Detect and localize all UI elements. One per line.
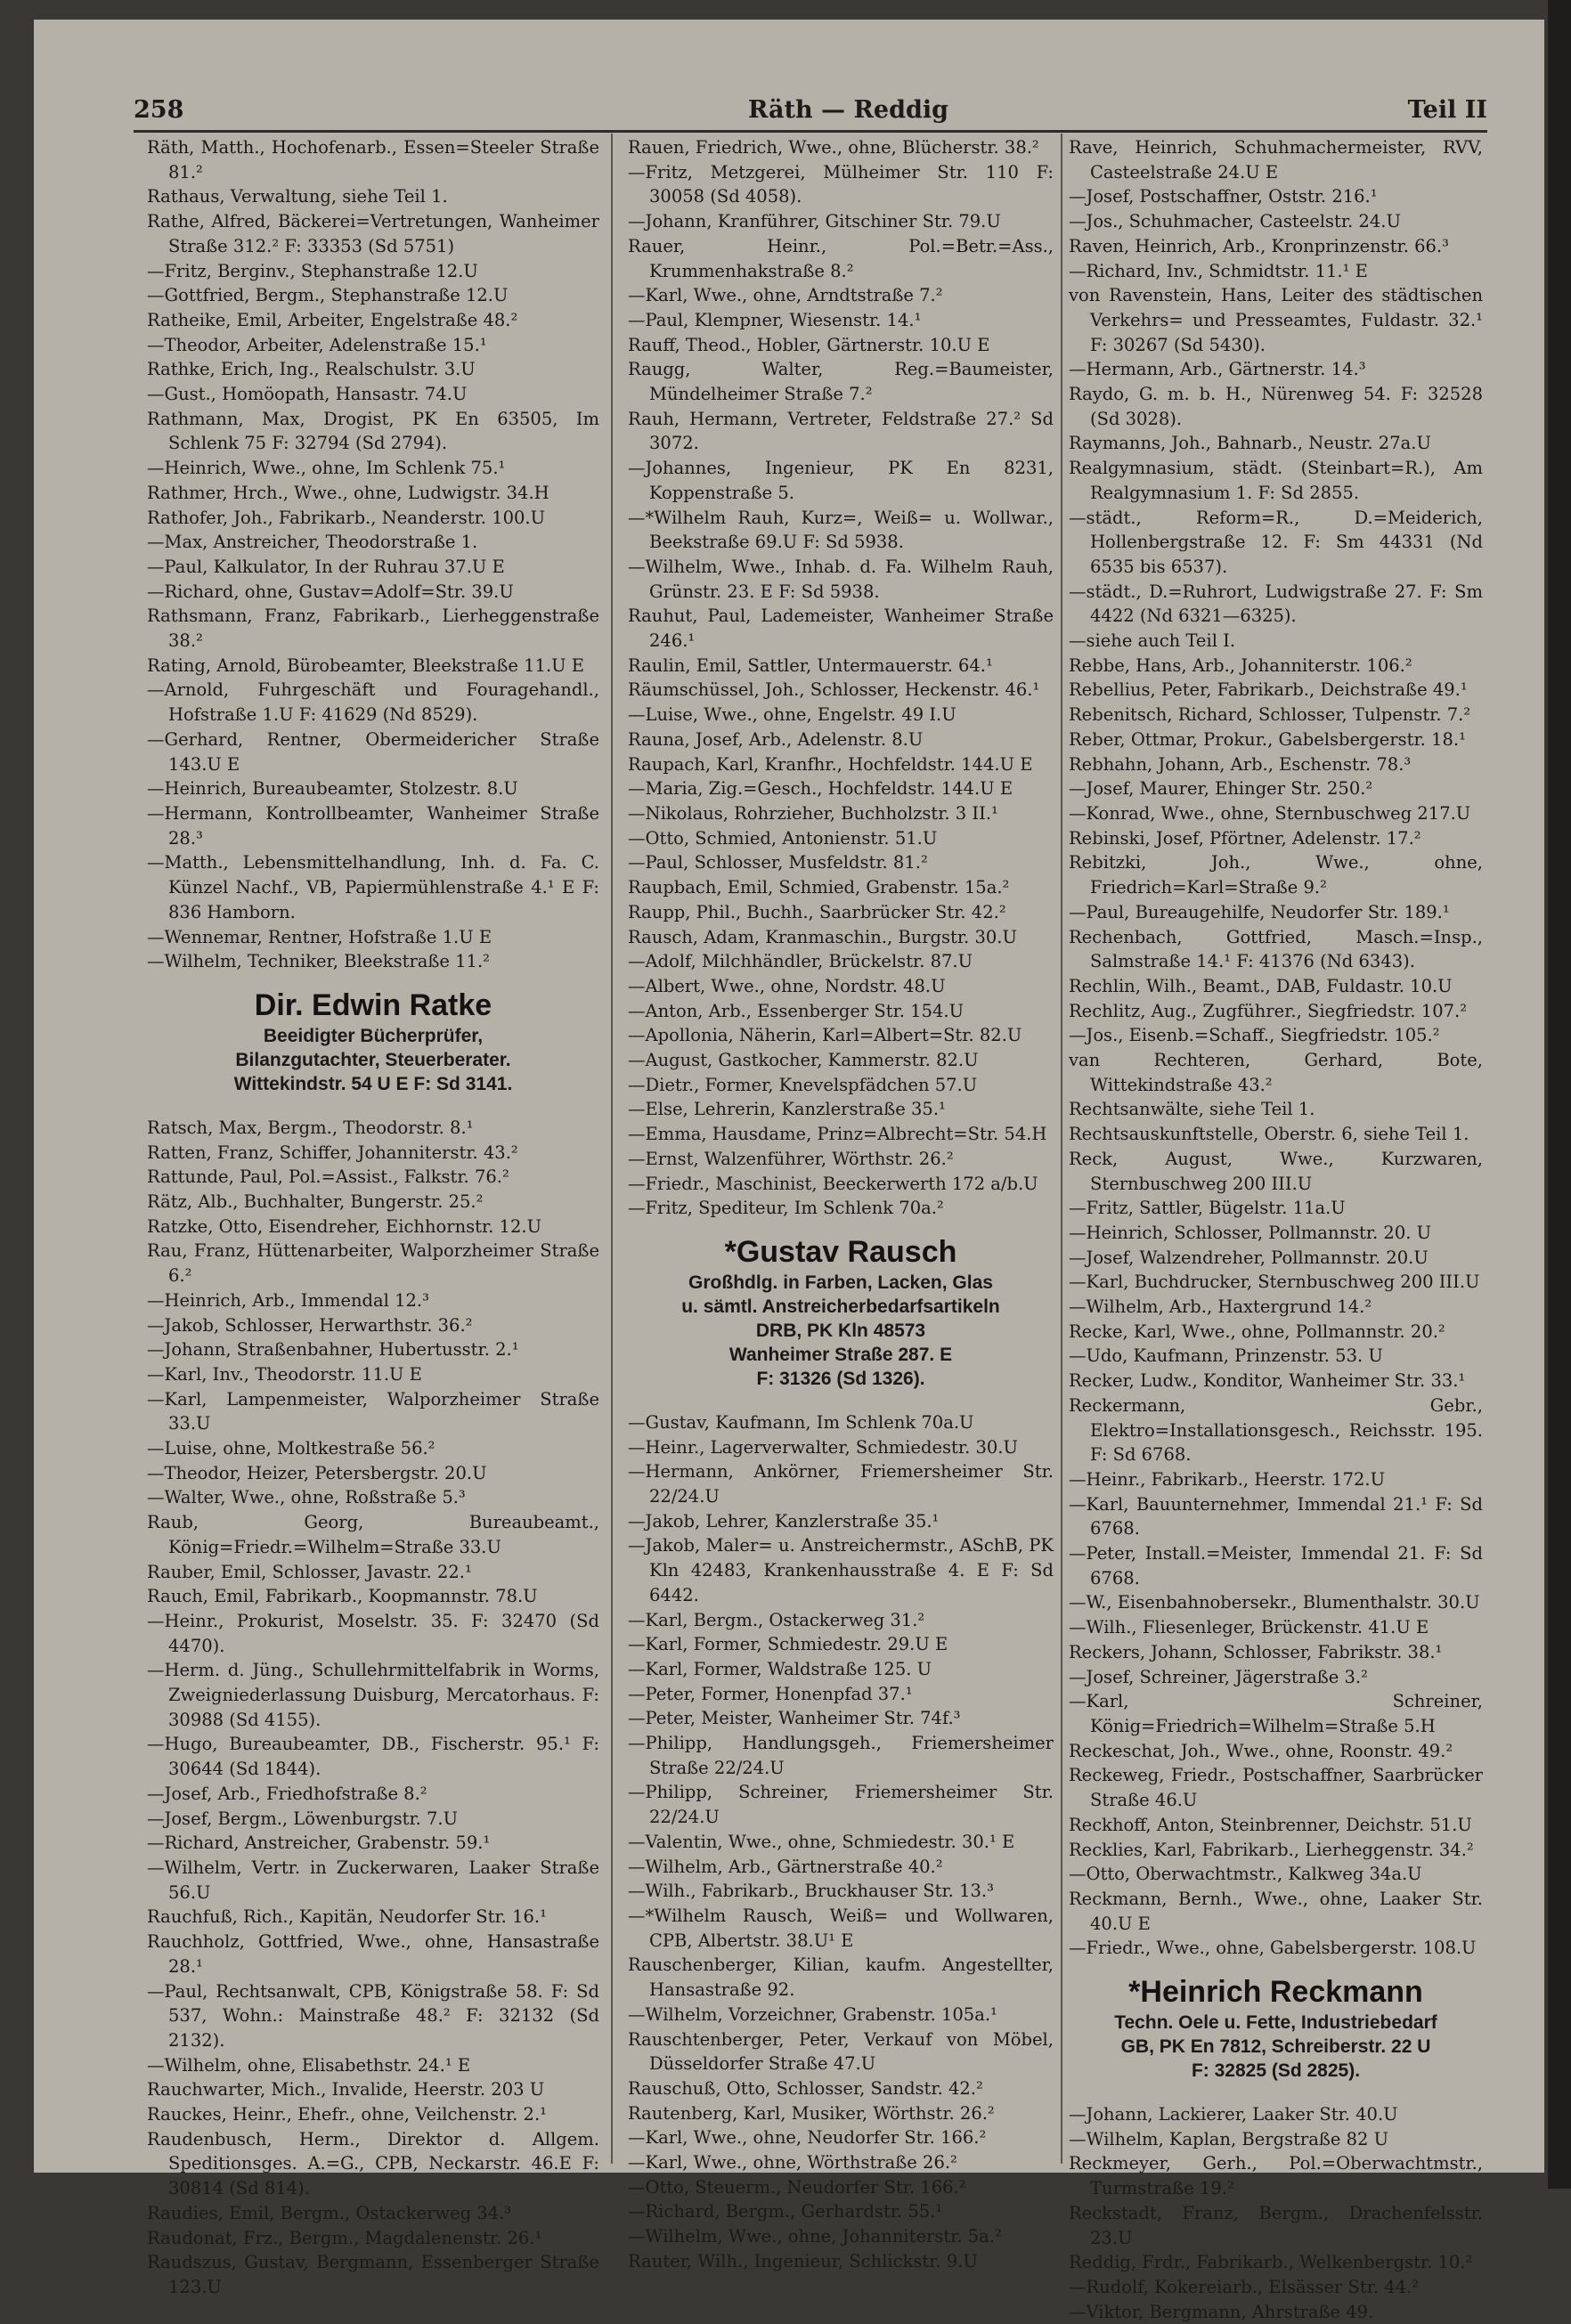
directory-entry: —Otto, Schmied, Antonienstr. 51.U bbox=[628, 827, 938, 849]
advertisement-line: Wanheimer Straße 287. E bbox=[729, 1344, 953, 1365]
directory-entry: —Wilhelm, Wwe., ohne, Johanniterstr. 5a.² bbox=[628, 2226, 1002, 2247]
directory-entry: —Philipp, Schreiner, Friemersheimer Str. 22/24.U bbox=[628, 1782, 1054, 1828]
directory-entry: Raugg, Walter, Reg.=Baumeister, Mündelheimer Straße 7.² bbox=[628, 359, 1054, 405]
directory-entry: —Josef, Walzendreher, Pollmannstr. 20.U bbox=[1069, 1247, 1429, 1268]
directory-entry: Rausch, Adam, Kranmaschin., Burgstr. 30.U bbox=[628, 926, 1017, 947]
directory-entry: Reckstadt, Franz, Bergm., Drachenfelsstr. 23.U bbox=[1069, 2202, 1483, 2248]
advertisement-line: DRB, PK Kln 48573 bbox=[755, 1320, 926, 1341]
directory-entry: —Wilhelm, Techniker, Bleekstraße 11.² bbox=[147, 951, 490, 972]
directory-entry: Reddig, Frdr., Fabrikarb., Welkenbergstr. 10.² bbox=[1069, 2252, 1473, 2273]
advertisement-line: F: 31326 (Sd 1326). bbox=[756, 1368, 925, 1389]
directory-entry: —W., Eisenbahnobersekr., Blumenthalstr. 30.U bbox=[1069, 1592, 1480, 1613]
directory-entry: Reckeschat, Joh., Wwe., ohne, Roonstr. 49.² bbox=[1069, 1740, 1453, 1761]
directory-entry: Raymanns, Joh., Bahnarb., Neustr. 27a.U bbox=[1069, 433, 1431, 454]
advertisement-name: Dir. Edwin Ratke bbox=[254, 987, 492, 1022]
directory-entry: Raub, Georg, Bureaubeamt., König=Friedr.=Wilhelm=Straße 33.U bbox=[147, 1512, 599, 1557]
directory-entry: —Heinrich, Wwe., ohne, Im Schlenk 75.¹ bbox=[147, 458, 506, 479]
directory-entry: —Heinr., Lagerverwalter, Schmiedestr. 30.U bbox=[628, 1436, 1018, 1458]
directory-entry: —Karl, Lampenmeister, Walporzheimer Straße 33.U bbox=[147, 1388, 599, 1434]
directory-entry: —städt., Reform=R., D.=Meiderich, Hollenbergstraße 12. F: Sm 44331 (Nd 6535 bis 6537). bbox=[1069, 507, 1483, 577]
directory-entry: —Viktor, Bergmann, Ahrstraße 49. bbox=[1069, 2301, 1374, 2322]
directory-entry: —Karl, Buchdrucker, Sternbuschweg 200 III.U bbox=[1069, 1272, 1480, 1293]
directory-entry: —Jakob, Schlosser, Herwarthstr. 36.² bbox=[147, 1314, 473, 1336]
directory-entry: Rebinski, Josef, Pförtner, Adelenstr. 17.² bbox=[1069, 827, 1421, 849]
directory-entry: —Otto, Oberwachtmstr., Kalkweg 34a.U bbox=[1069, 1864, 1422, 1885]
directory-column-3 bbox=[1069, 135, 1483, 2322]
directory-entry: —Hermann, Ankörner, Friemersheimer Str. 22/24.U bbox=[628, 1461, 1054, 1507]
directory-entry: Rauchfuß, Rich., Kapitän, Neudorfer Str. 16.¹ bbox=[147, 1906, 547, 1928]
directory-entry: —Wilhelm, Wwe., Inhab. d. Fa. Wilhelm Rauh, Grünstr. 23. E F: Sd 5938. bbox=[628, 556, 1054, 602]
directory-entry: —Luise, ohne, Moltkestraße 56.² bbox=[147, 1438, 435, 1459]
directory-entry: —Jos., Schuhmacher, Casteelstr. 24.U bbox=[1069, 211, 1401, 232]
directory-entry: —Hugo, Bureaubeamter, DB., Fischerstr. 95.¹ F: 30644 (Sd 1844). bbox=[147, 1734, 599, 1780]
directory-entry: von Ravenstein, Hans, Leiter des städtischen Verkehrs= und Presseamtes, Fuldastr. 32.¹ F: 30267 (Sd 5430). bbox=[1069, 285, 1483, 355]
directory-entry: —Friedr., Maschinist, Beeckerwerth 172 a/b.U bbox=[628, 1173, 1038, 1194]
directory-entry: —Gottfried, Bergm., Stephanstraße 12.U bbox=[147, 285, 509, 306]
directory-entry: —Nikolaus, Rohrzieher, Buchholzstr. 3 II.¹ bbox=[628, 802, 998, 824]
directory-entry: —Heinrich, Schlosser, Pollmannstr. 20. U bbox=[1069, 1222, 1432, 1243]
directory-entry: —Theodor, Heizer, Petersbergstr. 20.U bbox=[147, 1462, 487, 1483]
directory-entry: —Peter, Install.=Meister, Immendal 21. F: Sd 6768. bbox=[1069, 1543, 1483, 1589]
directory-entry: —Karl, Former, Schmiedestr. 29.U E bbox=[628, 1634, 948, 1655]
directory-entry: —Wilh., Fabrikarb., Bruckhauser Str. 13.³ bbox=[628, 1881, 994, 1902]
directory-entry: —Valentin, Wwe., ohne, Schmiedestr. 30.¹ E bbox=[628, 1831, 1015, 1852]
directory-entry: —Josef, Schreiner, Jägerstraße 3.² bbox=[1069, 1666, 1368, 1687]
directory-entry: —Gerhard, Rentner, Obermeidericher Straße 143.U E bbox=[147, 728, 599, 775]
directory-entry: —siehe auch Teil I. bbox=[1069, 630, 1236, 652]
directory-entry: Rauchwarter, Mich., Invalide, Heerstr. 203 U bbox=[147, 2079, 545, 2101]
directory-entry: Rechlitz, Aug., Zugführer., Siegfriedstr. 107.² bbox=[1069, 1000, 1468, 1021]
directory-entry: Rechtsanwälte, siehe Teil 1. bbox=[1069, 1099, 1315, 1120]
directory-entry: Rauckes, Heinr., Ehefr., ohne, Veilchenstr. 2.¹ bbox=[147, 2104, 547, 2125]
directory-entry: —Richard, Inv., Schmidtstr. 11.¹ E bbox=[1069, 260, 1368, 281]
directory-entry: Rebitzki, Joh., Wwe., ohne, Friedrich=Karl=Straße 9.² bbox=[1069, 852, 1483, 898]
directory-entry: —Albert, Wwe., ohne, Nordstr. 48.U bbox=[628, 975, 946, 996]
directory-entry: —Gustav, Kaufmann, Im Schlenk 70a.U bbox=[628, 1411, 974, 1433]
directory-entry: Rebhahn, Johann, Arb., Eschenstr. 78.³ bbox=[1069, 753, 1412, 775]
directory-entry: Rathsmann, Franz, Fabrikarb., Lierheggenstraße 38.² bbox=[147, 605, 599, 652]
directory-entry: Rathe, Alfred, Bäckerei=Vertretungen, Wanheimer Straße 312.² F: 33353 (Sd 5751) bbox=[147, 211, 599, 256]
directory-entry: —Karl, Wwe., ohne, Wörthstraße 26.² bbox=[628, 2152, 957, 2174]
directory-entry: —Karl, Former, Waldstraße 125. U bbox=[628, 1658, 932, 1679]
page-header bbox=[134, 96, 1487, 128]
directory-entry: Rauch, Emil, Fabrikarb., Koopmannstr. 78.U bbox=[147, 1586, 538, 1607]
directory-entry: —Karl, Bauunternehmer, Immendal 21.¹ F: Sd 6768. bbox=[1069, 1493, 1483, 1540]
directory-entry: —Johann, Lackierer, Laaker Str. 40.U bbox=[1069, 2104, 1398, 2125]
directory-entry: Recker, Ludw., Konditor, Wanheimer Str. 33.¹ bbox=[1069, 1370, 1466, 1392]
directory-entry: —Wilhelm, Arb., Gärtnerstraße 40.² bbox=[628, 1856, 943, 1877]
directory-entry: Rechtsauskunftstelle, Oberstr. 6, siehe Teil 1. bbox=[1069, 1124, 1469, 1145]
directory-entry: Rauchholz, Gottfried, Wwe., ohne, Hansastraße 28.¹ bbox=[147, 1931, 599, 1977]
directory-entry: Rauhut, Paul, Lademeister, Wanheimer Straße 246.¹ bbox=[628, 605, 1054, 652]
directory-entry: —Josef, Postschaffner, Oststr. 216.¹ bbox=[1069, 186, 1378, 207]
directory-entry: —Emma, Hausdame, Prinz=Albrecht=Str. 54.H bbox=[628, 1124, 1047, 1145]
page-title: Räth — Reddig bbox=[748, 96, 948, 124]
directory-entry: Rebellius, Peter, Fabrikarb., Deichstraße 49.¹ bbox=[1069, 679, 1468, 701]
advertisement-line: Wittekindstr. 54 U E F: Sd 3141. bbox=[233, 1073, 513, 1094]
column-divider bbox=[1061, 134, 1062, 2164]
directory-column-2 bbox=[628, 135, 1054, 2271]
directory-entry: —Jakob, Lehrer, Kanzlerstraße 35.¹ bbox=[628, 1510, 940, 1532]
directory-entry: —Theodor, Arbeiter, Adelenstraße 15.¹ bbox=[147, 334, 487, 355]
advertisement-name: *Heinrich Reckmann bbox=[1128, 1975, 1423, 2010]
directory-entry: —Richard, Bergm., Gerhardstr. 55.¹ bbox=[628, 2201, 943, 2222]
directory-entry: Rathaus, Verwaltung, siehe Teil 1. bbox=[147, 186, 448, 207]
directory-entry: Rauh, Hermann, Vertreter, Feldstraße 27.² Sd 3072. bbox=[628, 408, 1054, 454]
directory-entry: —Wilhelm, Arb., Haxtergrund 14.² bbox=[1069, 1296, 1372, 1318]
advertisement-block bbox=[628, 1233, 1054, 1391]
directory-entry: Raupach, Karl, Kranfhr., Hochfeldstr. 144.U E bbox=[628, 753, 1033, 775]
directory-entry: Rauber, Emil, Schlosser, Javastr. 22.¹ bbox=[147, 1561, 472, 1582]
advertisement-line: u. sämtl. Anstreicherbedarfsartikeln bbox=[681, 1296, 1000, 1317]
directory-entry: —Karl, Wwe., ohne, Neudorfer Str. 166.² bbox=[628, 2127, 987, 2149]
directory-entry: Räumschüssel, Joh., Schlosser, Heckenstr. 46.¹ bbox=[628, 679, 1040, 701]
directory-entry: Rattunde, Paul, Pol.=Assist., Falkstr. 76.² bbox=[147, 1166, 509, 1188]
directory-entry: —Karl, Inv., Theodorstr. 11.U E bbox=[147, 1363, 422, 1385]
directory-entry: —Anton, Arb., Essenberger Str. 154.U bbox=[628, 1000, 965, 1021]
directory-entry: Raudenbusch, Herm., Direktor d. Allgem. Speditionsges. A.=G., CPB, Neckarstr. 46.E F: 30814 (Sd 814). bbox=[147, 2128, 599, 2199]
directory-entry: Recklies, Karl, Fabrikarb., Lierheggenstr. 34.² bbox=[1069, 1839, 1474, 1860]
directory-entry: —Else, Lehrerin, Kanzlerstraße 35.¹ bbox=[628, 1099, 946, 1120]
directory-entry: —Philipp, Handlungsgeh., Friemersheimer Straße 22/24.U bbox=[628, 1733, 1054, 1778]
directory-entry: —Johann, Kranführer, Gitschiner Str. 79.U bbox=[628, 211, 1001, 232]
page-number: 258 bbox=[134, 96, 184, 124]
directory-entry: —*Wilhelm Rausch, Weiß= und Wollwaren, CPB, Albertstr. 38.U¹ E bbox=[628, 1906, 1054, 1951]
directory-entry: Rauen, Friedrich, Wwe., ohne, Blücherstr. 38.² bbox=[628, 137, 1039, 158]
advertisement-line: F: 32825 (Sd 2825). bbox=[1191, 2060, 1361, 2082]
directory-entry: Raydo, G. m. b. H., Nürenweg 54. F: 32528 (Sd 3028). bbox=[1069, 384, 1483, 429]
directory-entry: —Josef, Bergm., Löwenburgstr. 7.U bbox=[147, 1808, 459, 1829]
directory-entry: —Paul, Klempner, Wiesenstr. 14.¹ bbox=[628, 309, 922, 330]
directory-entry: Realgymnasium, städt. (Steinbart=R.), Am Realgymnasium 1. F: Sd 2855. bbox=[1069, 458, 1483, 503]
advertisement-line: GB, PK En 7812, Schreiberstr. 22 U bbox=[1120, 2036, 1431, 2058]
directory-entry: —städt., D.=Ruhrort, Ludwigstraße 27. F: Sm 4422 (Nd 6321—6325). bbox=[1069, 581, 1483, 627]
directory-entry: —Ernst, Walzenführer, Wörthstr. 26.² bbox=[628, 1148, 954, 1169]
directory-entry: —Heinr., Prokurist, Moselstr. 35. F: 32470 (Sd 4470). bbox=[147, 1610, 599, 1656]
directory-entry: Ratsch, Max, Bergm., Theodorstr. 8.¹ bbox=[147, 1117, 474, 1138]
directory-entry: —Peter, Meister, Wanheimer Str. 74f.³ bbox=[628, 1708, 961, 1729]
directory-entry: Rathmer, Hrch., Wwe., ohne, Ludwigstr. 34.H bbox=[147, 482, 549, 503]
directory-entry: —Johann, Straßenbahner, Hubertusstr. 2.¹ bbox=[147, 1339, 519, 1361]
directory-entry: —Adolf, Milchhändler, Brückelstr. 87.U bbox=[628, 951, 973, 972]
directory-entry: Reckhoff, Anton, Steinbrenner, Deichstr. 51.U bbox=[1069, 1814, 1472, 1835]
advertisement-block bbox=[1069, 1973, 1483, 2083]
directory-entry: Rechlin, Wilh., Beamt., DAB, Fuldastr. 10.U bbox=[1069, 975, 1453, 996]
directory-entry: Raven, Heinrich, Arb., Kronprinzenstr. 66.³ bbox=[1069, 235, 1449, 256]
directory-entry: Raudszus, Gustav, Bergmann, Essenberger Straße 123.U bbox=[147, 2252, 599, 2297]
directory-entry: —Friedr., Wwe., ohne, Gabelsbergerstr. 108.U bbox=[1069, 1938, 1477, 1959]
directory-entry: —Fritz, Sattler, Bügelstr. 11a.U bbox=[1069, 1198, 1346, 1219]
directory-entry: Reber, Ottmar, Prokur., Gabelsbergerstr. 18.¹ bbox=[1069, 728, 1466, 750]
directory-entry: Rauter, Wilh., Ingenieur, Schlickstr. 9.U bbox=[628, 2250, 978, 2271]
scan-edge bbox=[1548, 0, 1571, 2189]
directory-entry: Rebbe, Hans, Arb., Johanniterstr. 106.² bbox=[1069, 654, 1412, 676]
directory-entry: Rathke, Erich, Ing., Realschulstr. 3.U bbox=[147, 359, 476, 380]
directory-entry: —Maria, Zig.=Gesch., Hochfeldstr. 144.U E bbox=[628, 778, 1013, 800]
directory-entry: —Jakob, Maler= u. Anstreichermstr., ASchB, PK Kln 42483, Krankenhausstraße 4. E F: Sd 6442. bbox=[628, 1535, 1054, 1605]
header-rule bbox=[134, 130, 1487, 133]
directory-entry: —Konrad, Wwe., ohne, Sternbuschweg 217.U bbox=[1069, 802, 1471, 824]
advertisement-line: Bilanzgutachter, Steuerberater. bbox=[235, 1049, 511, 1070]
column-divider bbox=[611, 134, 613, 2164]
directory-entry: —*Wilhelm Rauh, Kurz=, Weiß= u. Wollwar., Beekstraße 69.U F: Sd 5938. bbox=[628, 507, 1054, 553]
directory-entry: —Hermann, Kontrollbeamter, Wanheimer Straße 28.³ bbox=[147, 802, 599, 849]
directory-entry: —Fritz, Spediteur, Im Schlenk 70a.² bbox=[628, 1198, 944, 1219]
directory-entry: —Paul, Kalkulator, In der Ruhrau 37.U E bbox=[147, 556, 505, 577]
directory-entry: —Udo, Kaufmann, Prinzenstr. 53. U bbox=[1069, 1345, 1383, 1367]
directory-entry: —Johannes, Ingenieur, PK En 8231, Koppenstraße 5. bbox=[628, 458, 1054, 503]
directory-entry: —Luise, Wwe., ohne, Engelstr. 49 I.U bbox=[628, 704, 956, 726]
directory-entry: —August, Gastkocher, Kammerstr. 82.U bbox=[628, 1050, 979, 1071]
directory-entry: —Wilh., Fliesenleger, Brückenstr. 41.U E bbox=[1069, 1617, 1429, 1638]
directory-entry: —Wennemar, Rentner, Hofstraße 1.U E bbox=[147, 926, 492, 947]
directory-entry: Rauna, Josef, Arb., Adelenstr. 8.U bbox=[628, 728, 924, 750]
directory-entry: Rechenbach, Gottfried, Masch.=Insp., Salmstraße 14.¹ F: 41376 (Nd 6343). bbox=[1069, 926, 1483, 972]
directory-entry: —Wilhelm, ohne, Elisabethstr. 24.¹ E bbox=[147, 2054, 471, 2076]
directory-entry: —Karl, Bergm., Ostackerweg 31.² bbox=[628, 1609, 925, 1630]
directory-entry: —Josef, Arb., Friedhofstraße 8.² bbox=[147, 1783, 427, 1804]
directory-entry: —Apollonia, Näherin, Karl=Albert=Str. 82.U bbox=[628, 1025, 1022, 1046]
directory-entry: van Rechteren, Gerhard, Bote, Wittekindstraße 43.² bbox=[1069, 1050, 1483, 1095]
directory-entry: —Max, Anstreicher, Theodorstraße 1. bbox=[147, 532, 478, 553]
directory-entry: Rauschenberger, Kilian, kaufm. Angestellter, Hansastraße 92. bbox=[628, 1954, 1054, 2001]
directory-entry: —Jos., Eisenb.=Schaff., Siegfriedstr. 105.² bbox=[1069, 1025, 1440, 1046]
advertisement-line: Großhdlg. in Farben, Lacken, Glas bbox=[688, 1272, 993, 1293]
directory-entry: —Dietr., Former, Knevelspfädchen 57.U bbox=[628, 1074, 978, 1095]
directory-entry: —Paul, Bureaugehilfe, Neudorfer Str. 189.¹ bbox=[1069, 901, 1450, 922]
directory-entry: —Karl, Wwe., ohne, Arndtstraße 7.² bbox=[628, 285, 943, 306]
directory-entry: Räth, Matth., Hochofenarb., Essen=Steeler Straße 81.² bbox=[147, 137, 599, 183]
directory-entry: —Arnold, Fuhrgeschäft und Fouragehandl., Hofstraße 1.U F: 41629 (Nd 8529). bbox=[147, 679, 599, 726]
directory-entry: —Wilhelm, Vertr. in Zuckerwaren, Laaker Straße 56.U bbox=[147, 1857, 599, 1903]
advertisement-line: Beeidigter Bücherprüfer, bbox=[263, 1025, 484, 1046]
directory-entry: —Paul, Schlosser, Musfeldstr. 81.² bbox=[628, 852, 928, 874]
advertisement-block bbox=[147, 987, 599, 1096]
directory-entry: —Matth., Lebensmittelhandlung, Inh. d. Fa. C. Künzel Nachf., VB, Papiermühlenstraße 4.¹ E F: 836 Hamborn. bbox=[147, 852, 599, 922]
directory-entry: Rauschtenberger, Peter, Verkauf von Möbel, Düsseldorfer Straße 47.U bbox=[628, 2028, 1054, 2075]
directory-entry: Rebenitsch, Richard, Schlosser, Tulpenstr. 7.² bbox=[1069, 704, 1471, 726]
directory-entry: Raudonat, Frz., Bergm., Magdalenenstr. 26.¹ bbox=[147, 2227, 542, 2248]
directory-entry: Ratzke, Otto, Eisendreher, Eichhornstr. 12.U bbox=[147, 1215, 542, 1237]
directory-entry: —Heinr., Fabrikarb., Heerstr. 172.U bbox=[1069, 1468, 1386, 1490]
directory-entry: —Otto, Steuerm., Neudorfer Str. 166.² bbox=[628, 2176, 966, 2198]
directory-entry: —Karl, Schreiner, König=Friedrich=Wilhelm=Straße 5.H bbox=[1069, 1691, 1483, 1736]
directory-entry: Rathofer, Joh., Fabrikarb., Neanderstr. 100.U bbox=[147, 507, 546, 528]
directory-entry: —Wilhelm, Kaplan, Bergstraße 82 U bbox=[1069, 2128, 1389, 2149]
directory-entry: Raudies, Emil, Bergm., Ostackerweg 34.³ bbox=[147, 2202, 512, 2223]
directory-entry: Rauer, Heinr., Pol.=Betr.=Ass., Krummenhakstraße 8.² bbox=[628, 235, 1054, 281]
directory-entry: Rauff, Theod., Hobler, Gärtnerstr. 10.U E bbox=[628, 334, 990, 355]
directory-column-1 bbox=[147, 135, 599, 2297]
directory-entry: —Paul, Rechtsanwalt, CPB, Königstraße 58. F: Sd 537, Wohn.: Mainstraße 48.² F: 32132 (Sd 2132). bbox=[147, 1980, 599, 2051]
directory-entry: —Richard, ohne, Gustav=Adolf=Str. 39.U bbox=[147, 581, 514, 602]
directory-entry: —Walter, Wwe., ohne, Roßstraße 5.³ bbox=[147, 1487, 466, 1508]
directory-entry: —Fritz, Berginv., Stephanstraße 12.U bbox=[147, 260, 478, 281]
directory-entry: —Wilhelm, Vorzeichner, Grabenstr. 105a.¹ bbox=[628, 2003, 997, 2025]
page-section: Teil II bbox=[1407, 96, 1487, 124]
directory-entry: —Josef, Maurer, Ehinger Str. 250.² bbox=[1069, 778, 1373, 800]
directory-entry: Reckmeyer, Gerh., Pol.=Oberwachtmstr., Turmstraße 19.² bbox=[1069, 2153, 1483, 2199]
directory-entry: —Heinrich, Bureaubeamter, Stolzestr. 8.U bbox=[147, 778, 518, 800]
directory-entry: —Rudolf, Kokereiarb., Elsässer Str. 44.² bbox=[1069, 2276, 1420, 2297]
directory-entry: Reck, August, Wwe., Kurzwaren, Sternbuschweg 200 III.U bbox=[1069, 1148, 1483, 1194]
directory-entry: Rave, Heinrich, Schuhmachermeister, RVV, Casteelstraße 24.U E bbox=[1069, 137, 1483, 183]
directory-entry: —Heinrich, Arb., Immendal 12.³ bbox=[147, 1289, 429, 1311]
advertisement-name: *Gustav Rausch bbox=[724, 1234, 957, 1269]
directory-entry: Rau, Franz, Hüttenarbeiter, Walporzheimer Straße 6.² bbox=[147, 1240, 599, 1287]
directory-entry: Rathmann, Max, Drogist, PK En 63505, Im Schlenk 75 F: 32794 (Sd 2794). bbox=[147, 408, 599, 454]
directory-entry: —Fritz, Metzgerei, Mülheimer Str. 110 F: 30058 (Sd 4058). bbox=[628, 161, 1054, 207]
directory-entry: —Richard, Anstreicher, Grabenstr. 59.¹ bbox=[147, 1832, 491, 1854]
directory-entry: Rating, Arnold, Bürobeamter, Bleekstraße 11.U E bbox=[147, 654, 585, 676]
directory-entry: Ratten, Franz, Schiffer, Johanniterstr. 43.² bbox=[147, 1142, 518, 1163]
directory-entry: —Gust., Homöopath, Hansastr. 74.U bbox=[147, 384, 468, 405]
directory-entry: Recke, Karl, Wwe., ohne, Pollmannstr. 20.² bbox=[1069, 1320, 1445, 1342]
directory-entry: Reckmann, Bernh., Wwe., ohne, Laaker Str. 40.U E bbox=[1069, 1888, 1483, 1934]
advertisement-line: Techn. Oele u. Fette, Industriebedarf bbox=[1114, 2012, 1437, 2034]
directory-entry: —Hermann, Arb., Gärtnerstr. 14.³ bbox=[1069, 359, 1366, 380]
directory-entry: Rautenberg, Karl, Musiker, Wörthstr. 26.² bbox=[628, 2102, 995, 2124]
directory-entry: Reckeweg, Friedr., Postschaffner, Saarbrücker Straße 46.U bbox=[1069, 1765, 1483, 1811]
directory-entry: Rätz, Alb., Buchhalter, Bungerstr. 25.² bbox=[147, 1191, 484, 1213]
directory-entry: —Herm. d. Jüng., Schullehrmittelfabrik in Worms, Zweigniederlassung Duisburg, Mercatorhaus. F: 30988 (Sd 4155). bbox=[147, 1660, 599, 1730]
directory-entry: —Peter, Former, Honenpfad 37.¹ bbox=[628, 1683, 913, 1704]
directory-entry: Rauschuß, Otto, Schlosser, Sandstr. 42.² bbox=[628, 2077, 983, 2099]
directory-entry: Raulin, Emil, Sattler, Untermauerstr. 64.¹ bbox=[628, 654, 993, 676]
directory-entry: Reckers, Johann, Schlosser, Fabrikstr. 38.¹ bbox=[1069, 1641, 1443, 1662]
directory-entry: Ratheike, Emil, Arbeiter, Engelstraße 48.² bbox=[147, 309, 518, 330]
directory-entry: Raupbach, Emil, Schmied, Grabenstr. 15a.² bbox=[628, 877, 1010, 898]
directory-entry: Reckermann, Gebr., Elektro=Installationsgesch., Reichsstr. 195. F: Sd 6768. bbox=[1069, 1394, 1483, 1466]
directory-entry: Raupp, Phil., Buchh., Saarbrücker Str. 42.² bbox=[628, 901, 1006, 922]
